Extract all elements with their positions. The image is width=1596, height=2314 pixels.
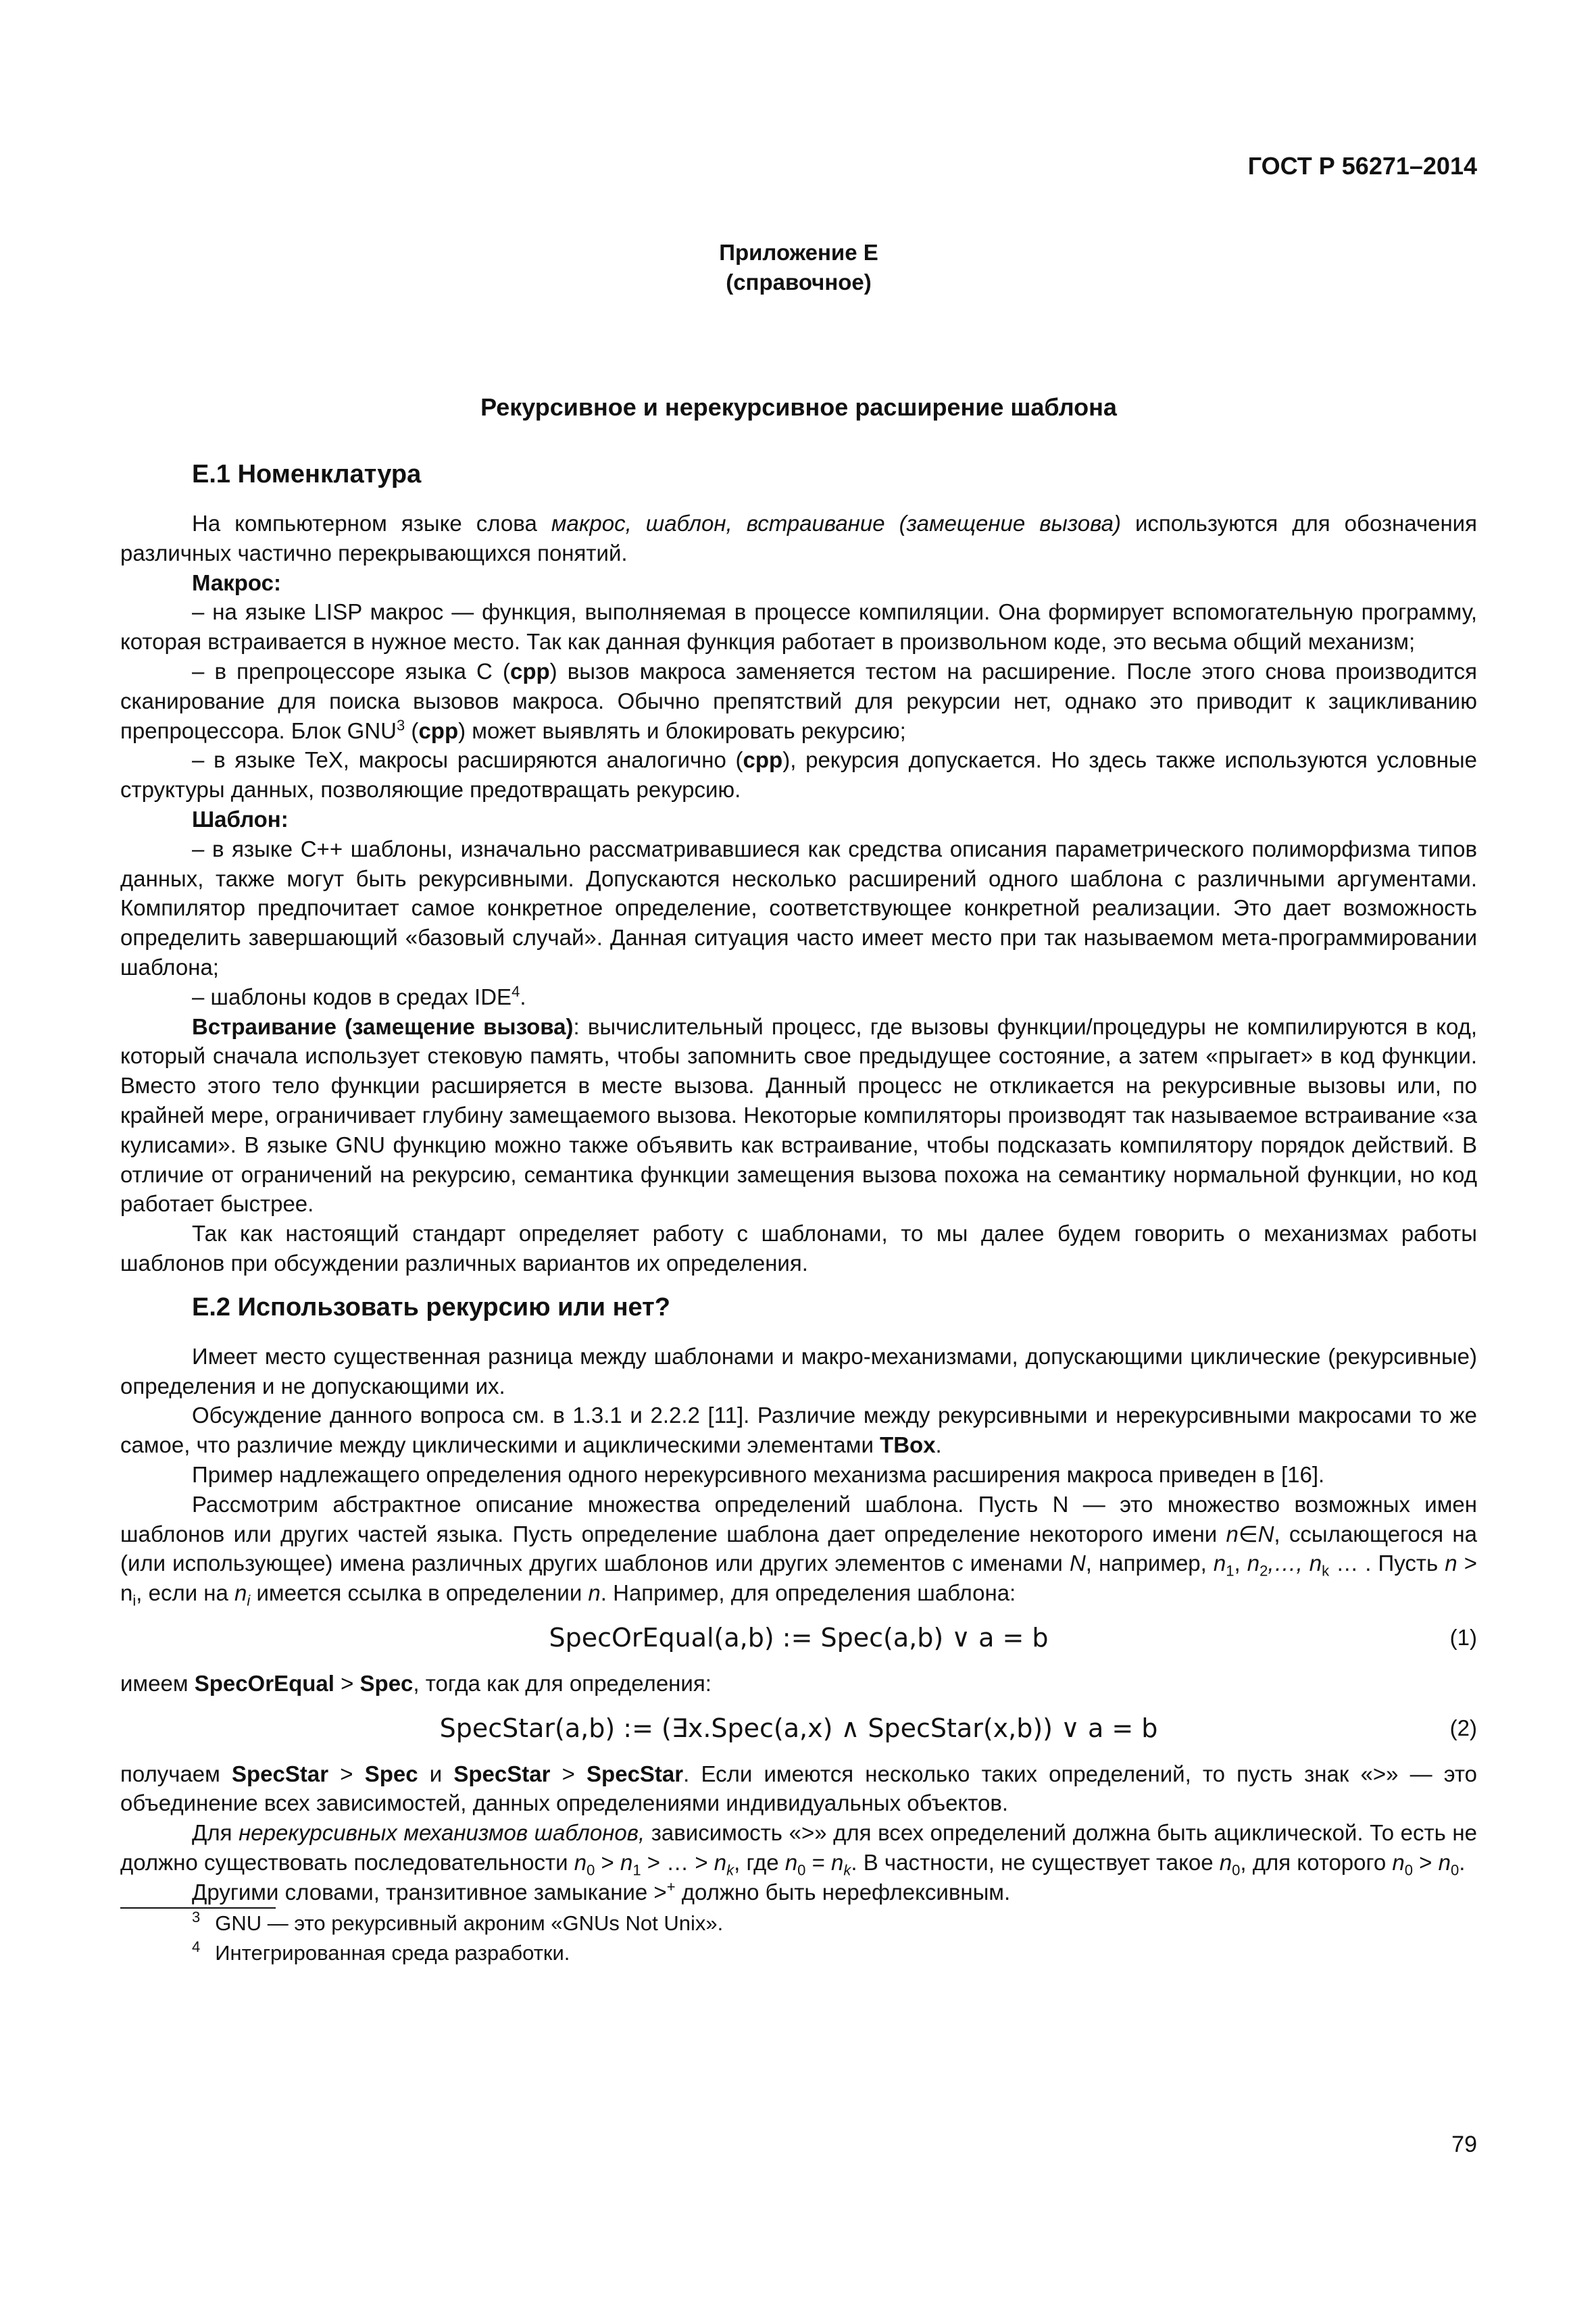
- macro-c-item: – в препроцессоре языка C (cpp) вызов макроса заменяется тестом на расширение. После этого снова производится сканирование для поиска вызовов макроса. Обычно препятствий для рекурсии нет, однако это приводит к зацикливанию препроцессора. Блок GNU$^3$ (cpp) может выявлять и блокировать рекурсию;: [120, 658, 1477, 743]
- macro-tex-item: – в языке TeX, макросы расширяются аналогично (cpp), рекурсия допускается. Но здесь также используются условные структуры данных, позволяющие предотвращать рекурсию.: [120, 747, 1477, 803]
- section-e1-heading: Е.1 Номенклатура: [192, 460, 422, 488]
- standard-paragraph: Так как настоящий стандарт определяет работу с шаблонами, то мы далее будем говорить о механизмах работы шаблонов при обсуждении различных вариантов их определения.: [120, 1221, 1477, 1276]
- annex-status: (справочное): [726, 270, 872, 295]
- formula-1-number: (1): [1449, 1624, 1477, 1650]
- annex-heading: [120, 238, 1477, 297]
- formula-1-expression: SpecOrEqual(a,b) := Spec(a,b) ∨ a = b: [549, 1622, 1049, 1653]
- e2-paragraph-2: Обсуждение данного вопроса см. в 1.3.1 и 2.2.2 [11]. Различие между рекурсивными и нерекурсивными макросами то же самое, что различие между циклическими и ациклическими элементами TBox.: [120, 1403, 1477, 1458]
- e2-paragraph-4: Рассмотрим абстрактное описание множества определений шаблона. Пусть N — это множество возможных имен шаблонов или других частей языка. Пусть определение шаблона дает определение некоторого имени n∈N, ссылающегося на (или использующее) имена различных других шаблонов или других элементов с именами N, например, $n_1$, $n_2,\dots$, $n_k$ … . Пусть $n > n_i$, если на $n_i$ имеется ссылка в определении n. Например, для определения шаблона:: [120, 1491, 1477, 1609]
- template-cpp-item: – в языке C++ шаблоны, изначально рассматривавшиеся как средства описания параметрического полиморфизма типов данных, также могут быть рекурсивными. Допускаются несколько расширений одного шаблона с различными аргументами. Компилятор предпочитает самое конкретное определение, соответствующее конкретной реализации. Это дает возможность определить завершающий «базовый случай». Данная ситуация часто имеет место при так называемом мета-программировании шаблона;: [120, 836, 1477, 980]
- formula-1: [120, 1617, 1477, 1658]
- footnotes: [120, 1909, 1477, 1968]
- footnote-ref-4: 4: [512, 982, 520, 1000]
- macro-lisp-item: – на языке LISP макрос — функция, выполняемая в процессе компиляции. Она формирует вспомогательную программу, которая встраивается в нужное место. Так как данная функция работает в произвольном коде, это весьма общий механизм;: [120, 599, 1477, 655]
- after-formula-2: получаем SpecStar > Spec и SpecStar > SpecStar. Если имеются несколько таких определений, то пусть знак «>» — это объединение всех зависимостей, данных определениями индивидуальных объектов.: [120, 1761, 1477, 1816]
- after-formula-1: имеем SpecOrEqual > Spec, тогда как для определения:: [120, 1670, 712, 1696]
- formula-2: [120, 1708, 1477, 1749]
- footnote-3: $^3$ GNU — это рекурсивный акроним «GNUs Not Unix».: [192, 1908, 724, 1935]
- paragraph-intro: На компьютерном языке слова макрос, шаблон, встраивание (замещение вызова) используются для обозначения различных частично перекрывающихся понятий.: [120, 511, 1477, 565]
- transitive-closure-line: Другими словами, транзитивное замыкание >+ должно быть нерефлексивным.: [192, 1878, 1011, 1905]
- inline-paragraph: Встраивание (замещение вызова): вычислительный процесс, где вызовы функции/процедуры не компилируются в код, который сначала использует стековую память, чтобы запомнить свое предыдущее состояние, а затем «прыгает» в код функции. Вместо этого тело функции расширяется в месте вызова. Данный процесс не откликается на рекурсивные вызовы или, по крайней мере, ограничивает глубину замещаемого вызова. Некоторые компиляторы производят так называемое встраивание «за кулисами». В языке GNU функцию можно также объявить как встраивание, чтобы подсказать компилятору порядок действий. В отличие от ограничений на рекурсию, семантика функции замещения вызова похожа на семантику нормальной функции, но код работает быстрее.: [120, 1013, 1477, 1217]
- formula-2-expression: SpecStar(a,b) := (∃x.Spec(a,x) ∧ SpecStar(x,b)) ∨ a = b: [439, 1713, 1158, 1743]
- macro-label: Макрос:: [192, 570, 281, 595]
- e2-paragraph-3: Пример надлежащего определения одного нерекурсивного механизма расширения макроса приведен в [16].: [192, 1461, 1325, 1487]
- footnote-ref-3: 3: [397, 716, 405, 734]
- template-label: Шаблон:: [192, 806, 289, 832]
- document-body: [120, 449, 1477, 1968]
- footnote-4: $^4$ Интегрированная среда разработки.: [192, 1938, 570, 1965]
- page-number: 79: [1451, 2132, 1477, 2157]
- e2-paragraph-1: Имеет место существенная разница между шаблонами и макро-механизмами, допускающими циклические (рекурсивные) определения и не допускающими их.: [120, 1343, 1477, 1399]
- document-title: Рекурсивное и нерекурсивное расширение шаблона: [480, 393, 1117, 421]
- formula-2-number: (2): [1449, 1715, 1477, 1740]
- standard-header: ГОСТ Р 56271–2014: [1247, 152, 1477, 180]
- section-e2-heading: Е.2 Использовать рекурсию или нет?: [192, 1292, 670, 1322]
- template-ide-item: – шаблоны кодов в средах IDE$^4$.: [192, 982, 526, 1009]
- nonrecursive-paragraph: Для нерекурсивных механизмов шаблонов, зависимость «>» для всех определений должна быть ациклической. То есть не должно существовать последовательности $n_0 > n_1$ > … > $n_k$, где $n_0 = n_k$. В частности, не существует такое $n_0$, для которого $n_0 > n_0$.: [120, 1820, 1478, 1879]
- annex-title: Приложение Е: [719, 240, 878, 265]
